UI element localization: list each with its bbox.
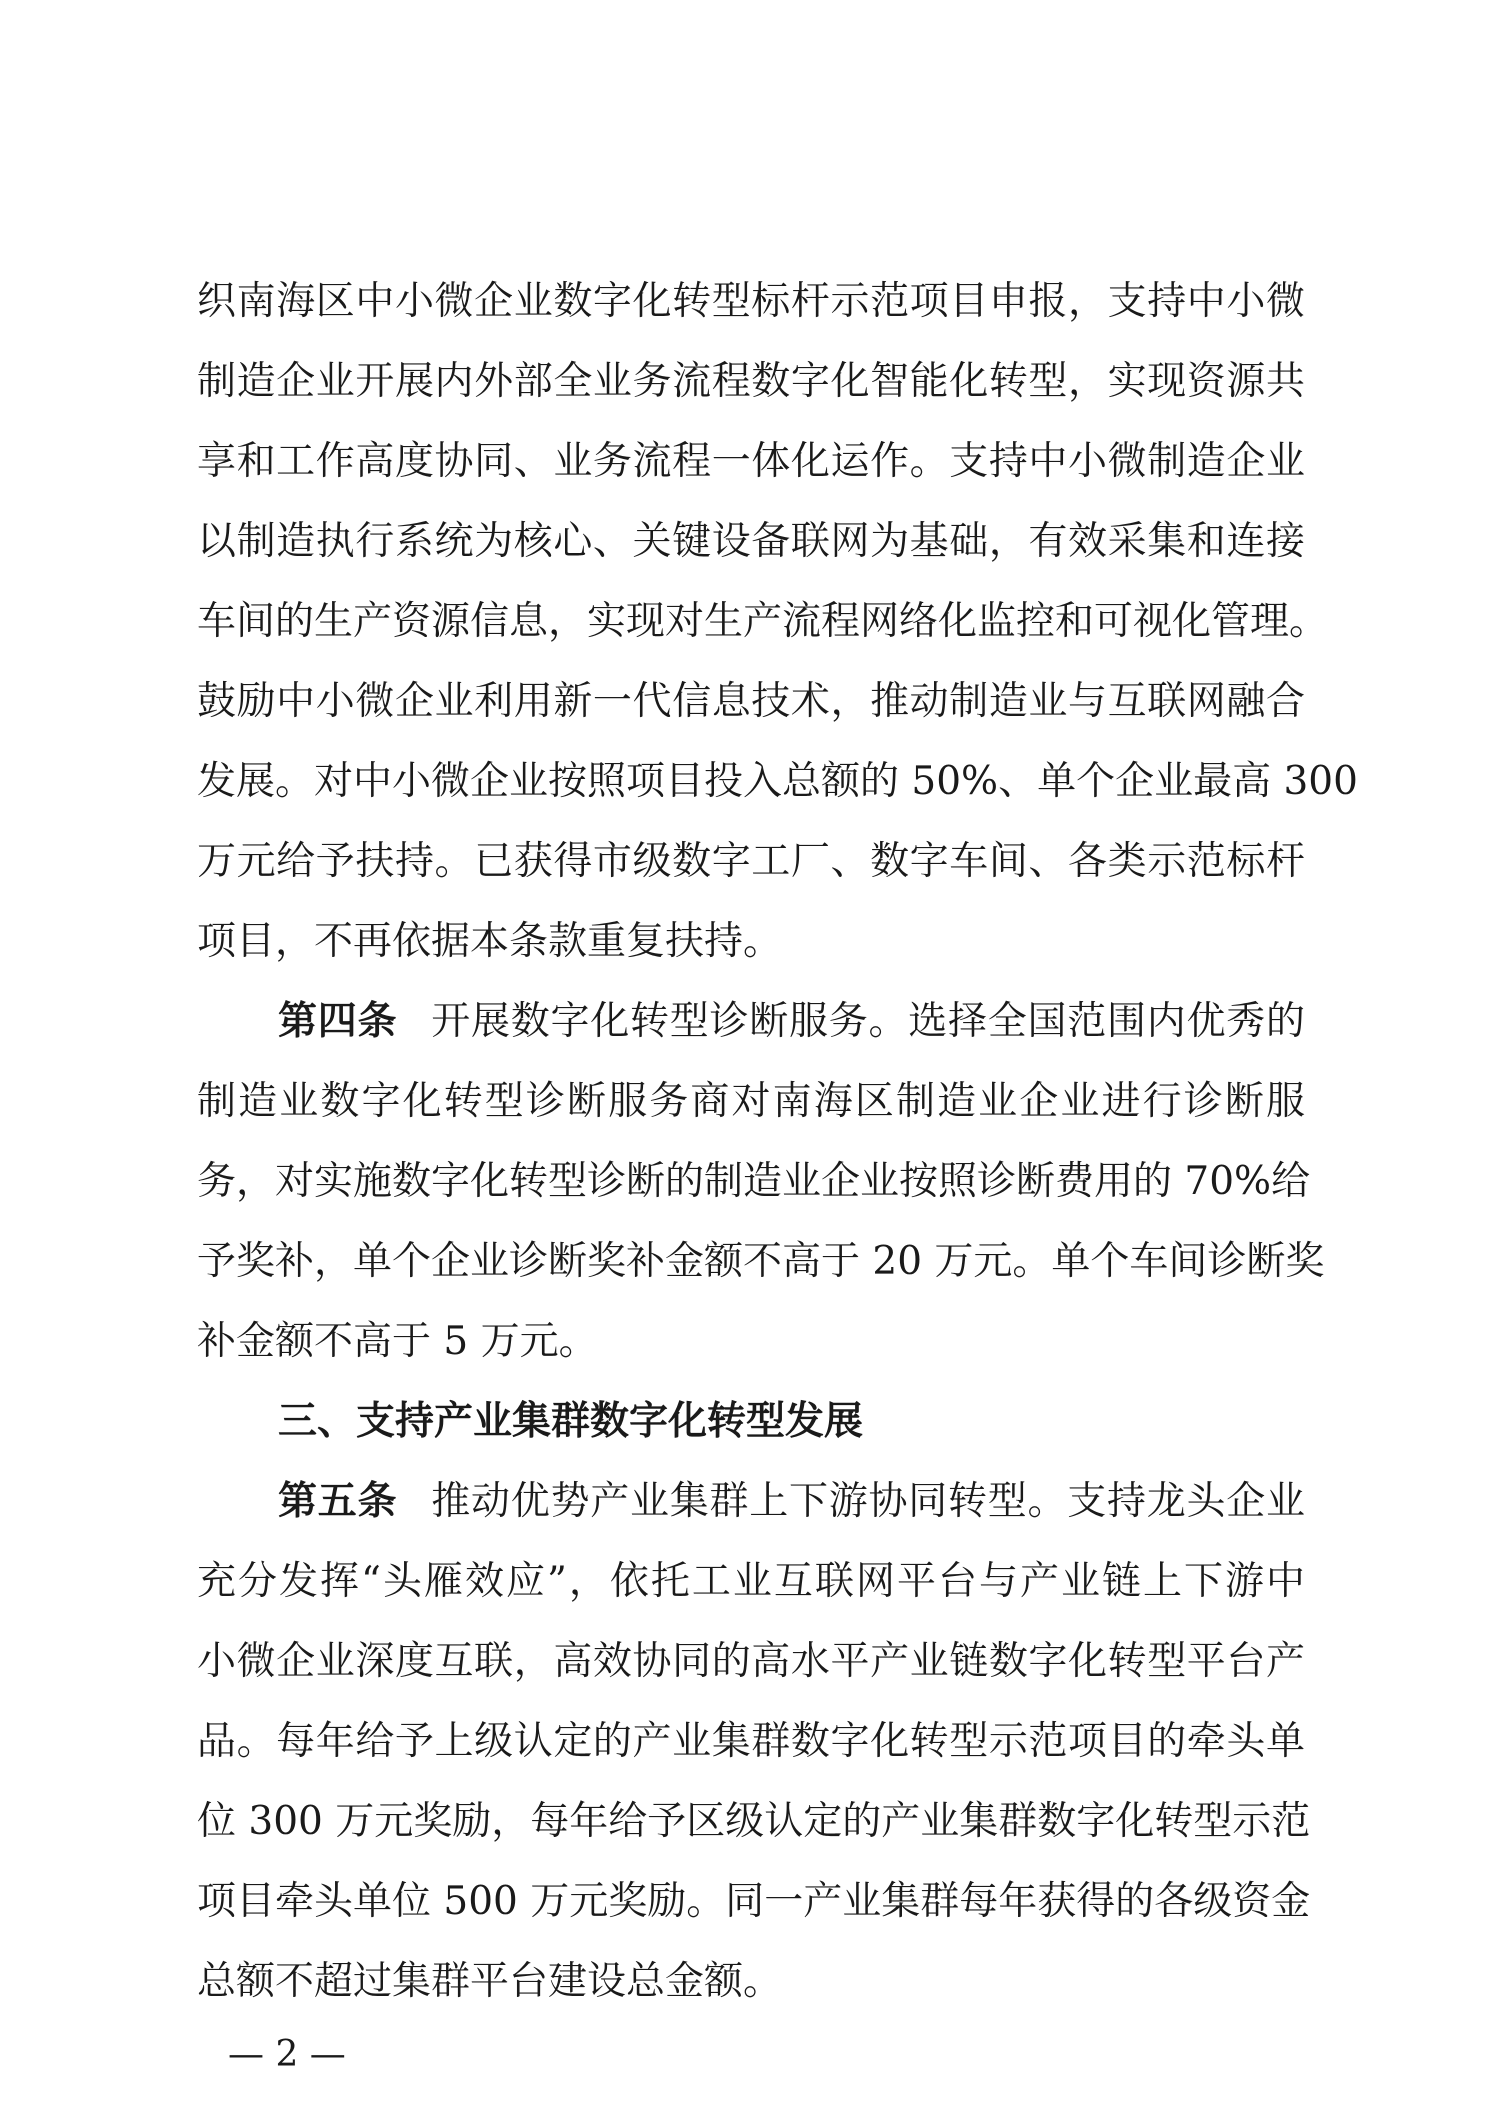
article-5-line: 品。每年给予上级认定的产业集群数字化转型示范项目的牵头单: [197, 1719, 1305, 1764]
paragraph-line: 项目，不再依据本条款重复扶持。: [197, 919, 783, 964]
article-4-line: 制造业数字化转型诊断服务商对南海区制造业企业进行诊断服: [197, 1079, 1305, 1124]
article-4-label: 第四条: [278, 999, 398, 1044]
paragraph-line: 织南海区中小微企业数字化转型标杆示范项目申报，支持中小微: [197, 279, 1305, 324]
section-3-heading: 三、支持产业集群数字化转型发展: [278, 1399, 864, 1444]
paragraph-line: 以制造执行系统为核心、关键设备联网为基础，有效采集和连接: [197, 519, 1305, 564]
paragraph-line: 鼓励中小微企业利用新一代信息技术，推动制造业与互联网融合: [197, 679, 1305, 724]
article-4-line: 务，对实施数字化转型诊断的制造业企业按照诊断费用的 70%给: [197, 1159, 1311, 1204]
article-5-line: 小微企业深度互联，高效协同的高水平产业链数字化转型平台产: [197, 1639, 1305, 1684]
paragraph-line: 享和工作高度协同、业务流程一体化运作。支持中小微制造企业: [197, 439, 1305, 484]
article-4-first-line: [278, 992, 1305, 1052]
article-5-line: 项目牵头单位 500 万元奖励。同一产业集群每年获得的各级资金: [197, 1879, 1311, 1924]
article-4-line: 补金额不高于 5 万元。: [197, 1319, 598, 1364]
article-5-text: 推动优势产业集群上下游协同转型。支持龙头企业: [431, 1479, 1305, 1524]
page-number: — 2 —: [228, 2034, 346, 2075]
article-5-line: 总额不超过集群平台建设总金额。: [197, 1959, 783, 2004]
paragraph-line: 发展。对中小微企业按照项目投入总额的 50%、单个企业最高 300: [197, 759, 1358, 804]
article-5-line: 位 300 万元奖励，每年给予区级认定的产业集群数字化转型示范: [197, 1799, 1311, 1844]
paragraph-line: 万元给予扶持。已获得市级数字工厂、数字车间、各类示范标杆: [197, 839, 1305, 884]
article-5-first-line: [278, 1472, 1305, 1532]
paragraph-line: 制造企业开展内外部全业务流程数字化智能化转型，实现资源共: [197, 359, 1305, 404]
article-5-line: 充分发挥“头雁效应”，依托工业互联网平台与产业链上下游中: [197, 1559, 1305, 1604]
paragraph-line: 车间的生产资源信息，实现对生产流程网络化监控和可视化管理。: [197, 599, 1329, 644]
article-5-label: 第五条: [278, 1479, 398, 1524]
article-4-line: 予奖补，单个企业诊断奖补金额不高于 20 万元。单个车间诊断奖: [197, 1239, 1325, 1284]
article-4-text: 开展数字化转型诊断服务。选择全国范围内优秀的: [431, 999, 1305, 1044]
